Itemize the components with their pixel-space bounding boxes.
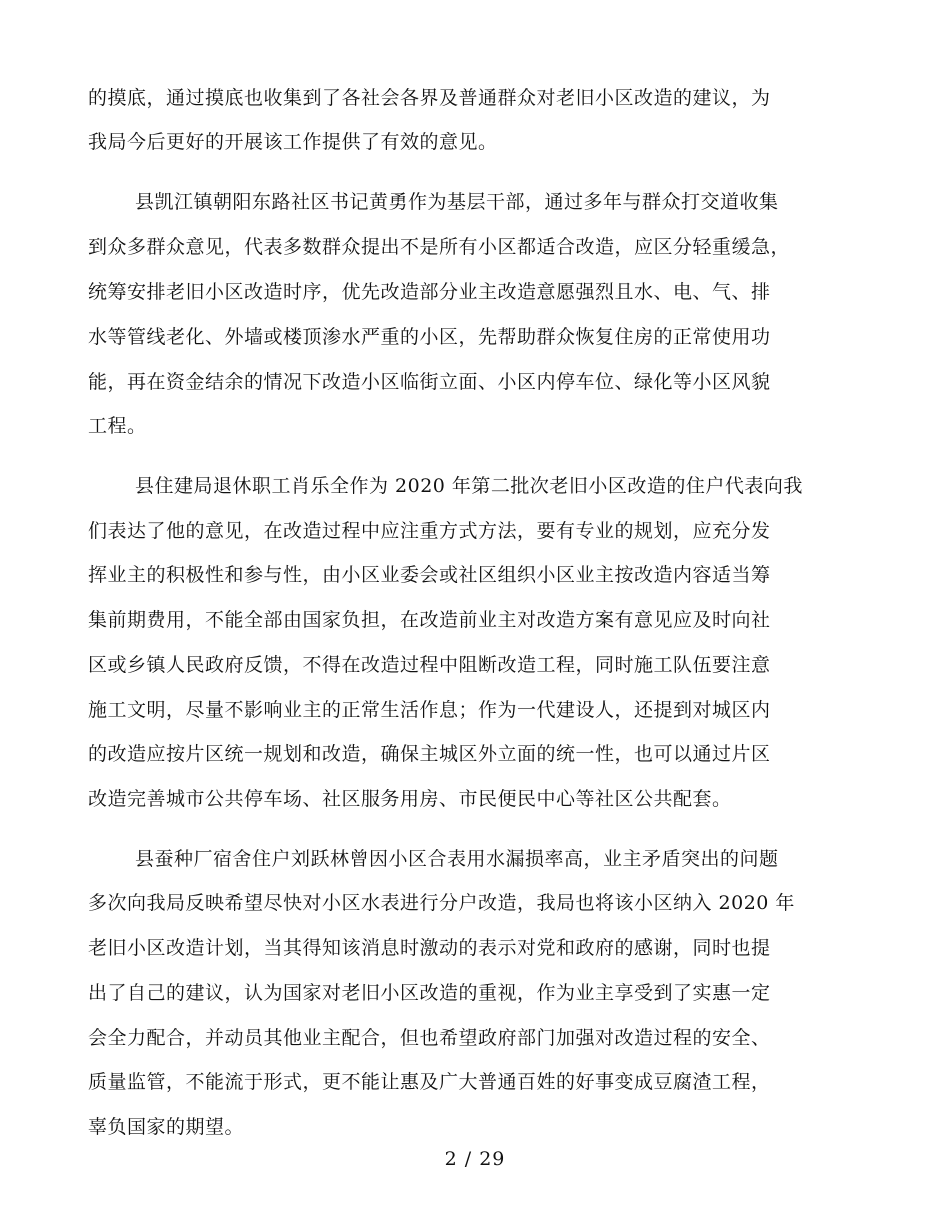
page-number: 2 / 29	[444, 1148, 506, 1170]
paragraph-3-line-3: 挥业主的积极性和参与性，由小区业委会或社区组织小区业主按改造内容适当筹	[88, 564, 771, 586]
paragraph-1-line-1: 的摸底，通过摸底也收集到了各社会各界及普通群众对老旧小区改造的建议，为	[88, 87, 771, 109]
paragraph-2-line-2: 到众多群众意见，代表多数群众提出不是所有小区都适合改造，应区分轻重缓急，	[88, 236, 791, 258]
paragraph-3-line-2: 们表达了他的意见，在改造过程中应注重方式方法，要有专业的规划，应充分发	[88, 520, 771, 542]
paragraph-3-line-1: 县住建局退休职工肖乐全作为 2020 年第二批次老旧小区改造的住户代表向我	[135, 475, 803, 497]
paragraph-2-line-3: 统筹安排老旧小区改造时序，优先改造部分业主改造意愿强烈且水、电、气、排	[88, 281, 771, 303]
paragraph-4-line-1: 县蚕种厂宿舍住户刘跃林曾因小区合表用水漏损率高，业主矛盾突出的问题	[135, 848, 779, 870]
paragraph-3-line-8: 改造完善城市公共停车场、社区服务用房、市民便民中心等社区公共配套。	[88, 788, 732, 810]
paragraph-3-line-4: 集前期费用，不能全部由国家负担，在改造前业主对改造方案有意见应及时向社	[88, 609, 771, 631]
paragraph-4-line-5: 会全力配合，并动员其他业主配合，但也希望政府部门加强对改造过程的安全、	[88, 1027, 771, 1049]
paragraph-4-line-7: 辜负国家的期望。	[88, 1116, 245, 1138]
paragraph-2-line-1: 县凯江镇朝阳东路社区书记黄勇作为基层干部，通过多年与群众打交道收集	[135, 191, 779, 213]
paragraph-4-line-6: 质量监管，不能流于形式，更不能让惠及广大普通百姓的好事变成豆腐渣工程，	[88, 1071, 771, 1093]
paragraph-4-line-3: 老旧小区改造计划，当其得知该消息时激动的表示对党和政府的感谢，同时也提	[88, 937, 771, 959]
paragraph-2-line-6: 工程。	[88, 415, 147, 437]
paragraph-3-line-5: 区或乡镇人民政府反馈，不得在改造过程中阻断改造工程，同时施工队伍要注意	[88, 654, 771, 676]
paragraph-2-line-5: 能，再在资金结余的情况下改造小区临街立面、小区内停车位、绿化等小区风貌	[88, 371, 771, 393]
paragraph-3-line-6: 施工文明，尽量不影响业主的正常生活作息；作为一代建设人，还提到对城区内	[88, 699, 771, 721]
paragraph-1-line-2: 我局今后更好的开展该工作提供了有效的意见。	[88, 131, 498, 153]
paragraph-4-line-4: 出了自己的建议，认为国家对老旧小区改造的重视，作为业主享受到了实惠一定	[88, 982, 771, 1004]
paragraph-2-line-4: 水等管线老化、外墙或楼顶渗水严重的小区，先帮助群众恢复住房的正常使用功	[88, 326, 771, 348]
paragraph-4-line-2: 多次向我局反映希望尽快对小区水表进行分户改造，我局也将该小区纳入 2020 年	[88, 892, 795, 914]
paragraph-3-line-7: 的改造应按片区统一规划和改造，确保主城区外立面的统一性，也可以通过片区	[88, 743, 771, 765]
